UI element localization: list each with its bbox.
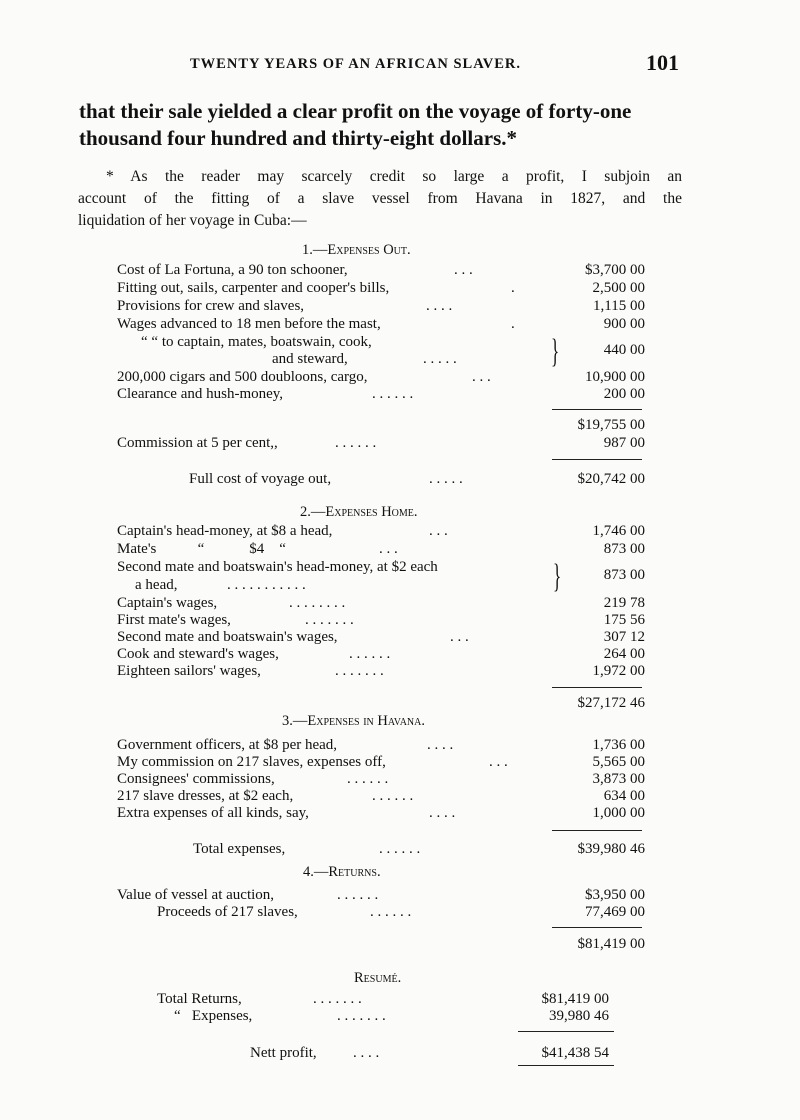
account-row <box>157 990 609 1008</box>
account-row <box>117 368 645 386</box>
account-row <box>117 787 645 805</box>
row-label: “ “ to captain, mates, boatswain, cook, <box>141 334 372 350</box>
subtotal-amount: $19,755 00 <box>577 417 645 433</box>
row-label: Extra expenses of all kinds, say, <box>117 805 309 821</box>
account-row <box>157 1007 609 1025</box>
sum-rule <box>518 1031 614 1032</box>
leader-dots: . . . . . . <box>379 841 421 857</box>
account-row <box>117 935 645 953</box>
body-line: that their sale yielded a clear profit on the voyage of forty-one <box>79 99 632 123</box>
account-row <box>117 611 645 629</box>
account-row <box>117 261 645 279</box>
row-amount: 77,469 00 <box>585 904 645 920</box>
total-amount: $20,742 00 <box>577 471 645 487</box>
right-brace: } <box>551 333 560 370</box>
leader-dots: . . . . . . <box>347 771 389 787</box>
account-row <box>117 522 645 540</box>
account-row <box>117 645 645 663</box>
leader-dots: . <box>511 280 515 296</box>
leader-dots: . . . . <box>426 298 453 314</box>
row-label: Value of vessel at auction, <box>117 887 275 903</box>
sum-rule <box>552 927 642 928</box>
row-label: Wages advanced to 18 men before the mast, <box>117 316 381 332</box>
leader-dots: . . . . <box>353 1045 380 1061</box>
row-amount: 219 78 <box>603 595 645 611</box>
row-label: Captain's wages, <box>117 595 218 611</box>
row-label: My commission on 217 slaves, expenses off, <box>117 754 386 770</box>
row-amount: 634 00 <box>603 788 645 804</box>
row-label: and steward, <box>272 351 348 367</box>
row-amount: 1,746 00 <box>592 523 645 539</box>
account-row <box>117 770 645 788</box>
account-row <box>117 566 645 584</box>
account-row <box>117 540 645 558</box>
leader-dots: . . . . . . . <box>305 612 354 628</box>
row-label: Consignees' commissions, <box>117 771 275 787</box>
leader-dots: . . . <box>429 523 448 539</box>
account-row <box>157 1044 609 1062</box>
leader-dots: . . . . . . . . <box>289 595 346 611</box>
section-heading-expenses-home: 2.—Expenses Home. <box>300 504 418 520</box>
row-amount: 10,900 00 <box>585 369 645 385</box>
row-label: Fitting out, sails, carpenter and cooper's bills, <box>117 280 390 296</box>
row-amount: 5,565 00 <box>592 754 645 770</box>
row-amount: 3,873 00 <box>592 771 645 787</box>
account-row <box>117 297 645 315</box>
row-amount: 440 00 <box>603 342 645 358</box>
account-row <box>117 628 645 646</box>
row-amount: $81,419 00 <box>541 991 609 1007</box>
account-row <box>117 886 645 904</box>
section-heading-returns: 4.—Returns. <box>303 864 381 880</box>
row-amount: 873 00 <box>603 567 645 583</box>
leader-dots: . . . <box>379 541 398 557</box>
leader-dots: . . . . . <box>423 351 457 367</box>
row-label: a head, <box>135 577 178 593</box>
row-amount: 2,500 00 <box>592 280 645 296</box>
row-label: Eighteen sailors' wages, <box>117 663 261 679</box>
leader-dots: . . . . <box>427 737 454 753</box>
row-amount: 1,115 00 <box>593 298 645 314</box>
row-amount: 175 56 <box>603 612 645 628</box>
account-row <box>117 434 645 452</box>
right-brace: } <box>553 558 562 595</box>
leader-dots: . . . <box>489 754 508 770</box>
leader-dots: . <box>511 316 515 332</box>
row-label: Nett profit, <box>250 1045 317 1061</box>
sum-rule <box>518 1065 614 1066</box>
leader-dots: . . . . . . <box>370 904 412 920</box>
total-amount: $81,419 00 <box>577 936 645 952</box>
row-label: Second mate and boatswain's wages, <box>117 629 338 645</box>
row-label: “ Expenses, <box>174 1008 253 1024</box>
account-row <box>117 315 645 333</box>
row-label: Provisions for crew and slaves, <box>117 298 305 314</box>
row-amount: 200 00 <box>603 386 645 402</box>
account-row <box>117 385 645 403</box>
account-row <box>117 662 645 680</box>
leader-dots: . . . . . . . <box>335 663 384 679</box>
footnote-line: account of the fitting of a slave vessel from Havana in 1827, and the <box>78 190 682 207</box>
leader-dots: . . . . . . <box>372 788 414 804</box>
sum-rule <box>552 830 642 831</box>
leader-dots: . . . . . . <box>349 646 391 662</box>
section-heading-resume: Resumé. <box>354 970 402 986</box>
row-label: 217 slave dresses, at $2 each, <box>117 788 294 804</box>
row-amount: $3,950 00 <box>585 887 645 903</box>
leader-dots: . . . <box>472 369 491 385</box>
leader-dots: . . . . . . <box>372 386 414 402</box>
row-label: First mate's wages, <box>117 612 231 628</box>
leader-dots: . . . . . . <box>337 887 379 903</box>
account-row <box>117 341 645 359</box>
row-amount: 264 00 <box>603 646 645 662</box>
row-label: Proceeds of 217 slaves, <box>157 904 298 920</box>
account-row <box>117 470 645 488</box>
row-label: Cook and steward's wages, <box>117 646 279 662</box>
total-amount: $41,438 54 <box>541 1045 609 1061</box>
total-amount: $27,172 46 <box>577 695 645 711</box>
row-label: Clearance and hush-money, <box>117 386 284 402</box>
section-heading-expenses-out: 1.—Expenses Out. <box>302 242 411 258</box>
row-label: Total expenses, <box>193 841 286 857</box>
account-row <box>117 753 645 771</box>
row-amount: 873 00 <box>603 541 645 557</box>
account-row <box>117 694 645 712</box>
row-amount: 1,972 00 <box>592 663 645 679</box>
running-title: TWENTY YEARS OF AN AFRICAN SLAVER. <box>190 56 522 72</box>
leader-dots: . . . <box>454 262 473 278</box>
row-label: Captain's head-money, at $8 a head, <box>117 523 333 539</box>
body-line: thousand four hundred and thirty-eight dollars.* <box>79 126 517 150</box>
body-paragraph <box>79 98 679 152</box>
leader-dots: . . . <box>450 629 469 645</box>
leader-dots: . . . . . . <box>335 435 377 451</box>
footnote-line: * As the reader may scarcely credit so large a profit, I subjoin an <box>106 168 682 185</box>
row-amount: 900 00 <box>603 316 645 332</box>
row-amount: 1,000 00 <box>592 805 645 821</box>
row-amount: 987 00 <box>603 435 645 451</box>
row-label: Commission at 5 per cent,, <box>117 435 278 451</box>
account-row <box>117 903 645 921</box>
account-row <box>117 594 645 612</box>
account-row <box>117 279 645 297</box>
row-label: Cost of La Fortuna, a 90 ton schooner, <box>117 262 348 278</box>
account-row <box>117 840 645 858</box>
account-row <box>117 416 645 434</box>
section-heading-expenses-havana: 3.—Expenses in Havana. <box>282 713 426 729</box>
row-label: Second mate and boatswain's head-money, at $2 each <box>117 559 438 575</box>
leader-dots: . . . . . . . <box>313 991 362 1007</box>
row-amount: $3,700 00 <box>585 262 645 278</box>
row-label: Mate's “ $4 “ <box>117 541 286 557</box>
sum-rule <box>552 409 642 410</box>
footnote-line: liquidation of her voyage in Cuba:— <box>78 212 307 229</box>
leader-dots: . . . . . <box>429 471 463 487</box>
row-amount: 1,736 00 <box>592 737 645 753</box>
leader-dots: . . . . <box>429 805 456 821</box>
footnote <box>78 166 682 232</box>
row-amount: 307 12 <box>603 629 645 645</box>
row-label: Full cost of voyage out, <box>189 471 332 487</box>
row-amount: 39,980 46 <box>549 1008 609 1024</box>
leader-dots: . . . . . . . <box>337 1008 386 1024</box>
row-label: 200,000 cigars and 500 doubloons, cargo, <box>117 369 368 385</box>
sum-rule <box>552 459 642 460</box>
row-label: Government officers, at $8 per head, <box>117 737 338 753</box>
sum-rule <box>552 687 642 688</box>
row-label: Total Returns, <box>157 991 242 1007</box>
page-number: 101 <box>646 50 679 75</box>
account-row <box>117 736 645 754</box>
total-amount: $39,980 46 <box>577 841 645 857</box>
account-row <box>117 804 645 822</box>
leader-dots: . . . . . . . . . . . <box>227 577 306 593</box>
